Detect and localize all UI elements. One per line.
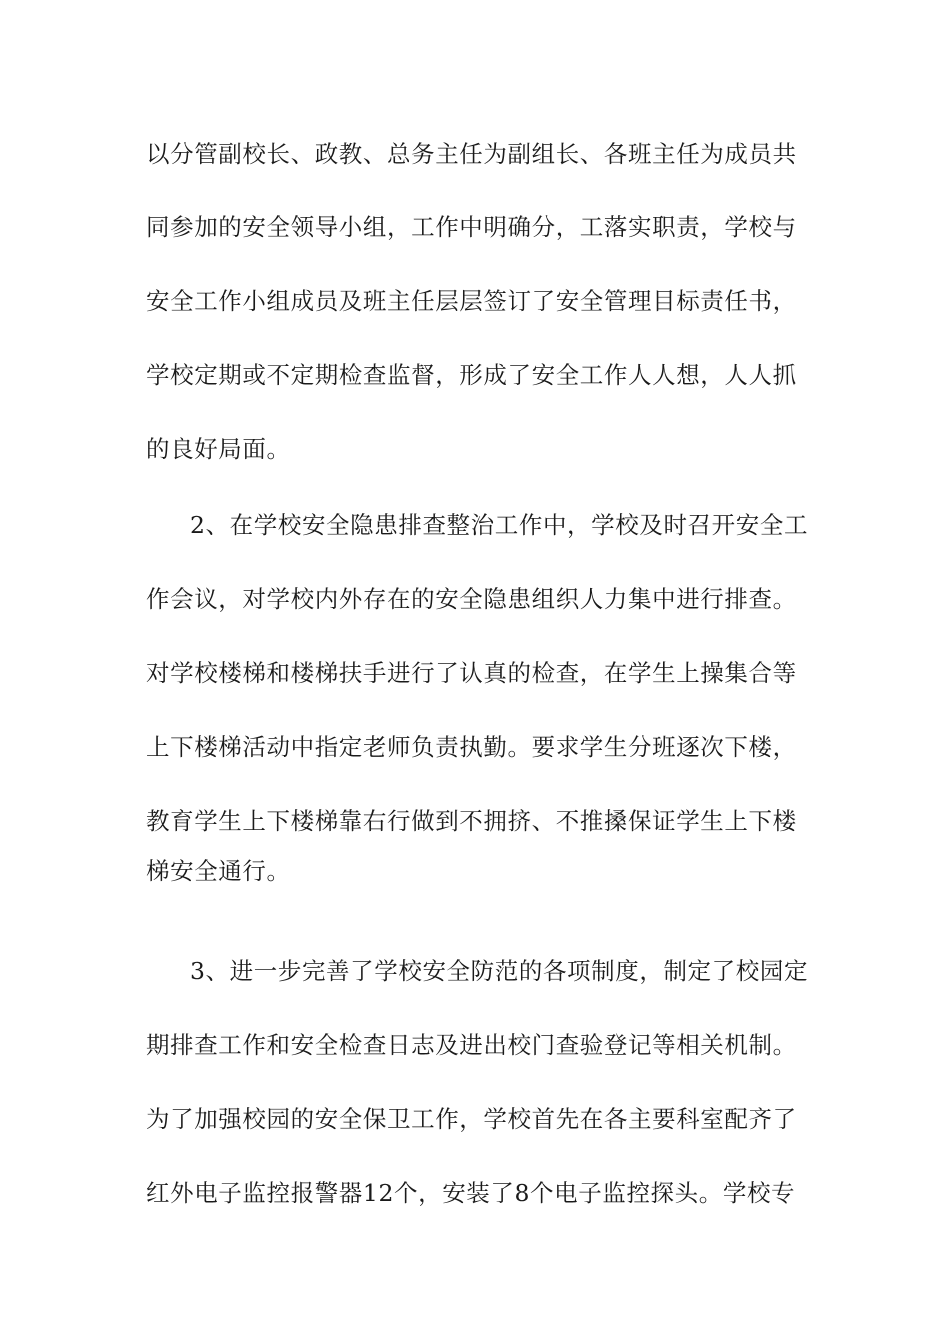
- text-line: 梯安全通行。: [146, 857, 291, 885]
- paragraph-2-first-line: 2、在学校安全隐患排查整治工作中，学校及时召开安全工: [190, 511, 809, 539]
- text-line: 为了加强校园的安全保卫工作，学校首先在各主要科室配齐了: [146, 1105, 797, 1133]
- text-line: 同参加的安全领导小组，工作中明确分，工落实职责，学校与: [146, 213, 797, 241]
- text-line: 的良好局面。: [146, 435, 291, 463]
- text-line: 对学校楼梯和楼梯扶手进行了认真的检查，在学生上操集合等: [146, 659, 797, 687]
- paragraph-3-first-line: 3、进一步完善了学校安全防范的各项制度，制定了校园定: [190, 957, 809, 985]
- text-line: 红外电子监控报警器12个，安装了8个电子监控探头。学校专: [146, 1179, 796, 1207]
- text-line: 安全工作小组成员及班主任层层签订了安全管理目标责任书，: [146, 287, 797, 315]
- text-line: 期排查工作和安全检查日志及进出校门查验登记等相关机制。: [146, 1031, 797, 1059]
- text-line: 学校定期或不定期检查监督，形成了安全工作人人想，人人抓: [146, 361, 797, 389]
- text-line: 教育学生上下楼梯靠右行做到不拥挤、不推搡保证学生上下楼: [146, 807, 797, 835]
- text-line: 作会议，对学校内外存在的安全隐患组织人力集中进行排查。: [146, 585, 797, 613]
- text-line: 上下楼梯活动中指定老师负责执勤。要求学生分班逐次下楼，: [146, 733, 797, 761]
- text-line: 以分管副校长、政教、总务主任为副组长、各班主任为成员共: [146, 140, 797, 168]
